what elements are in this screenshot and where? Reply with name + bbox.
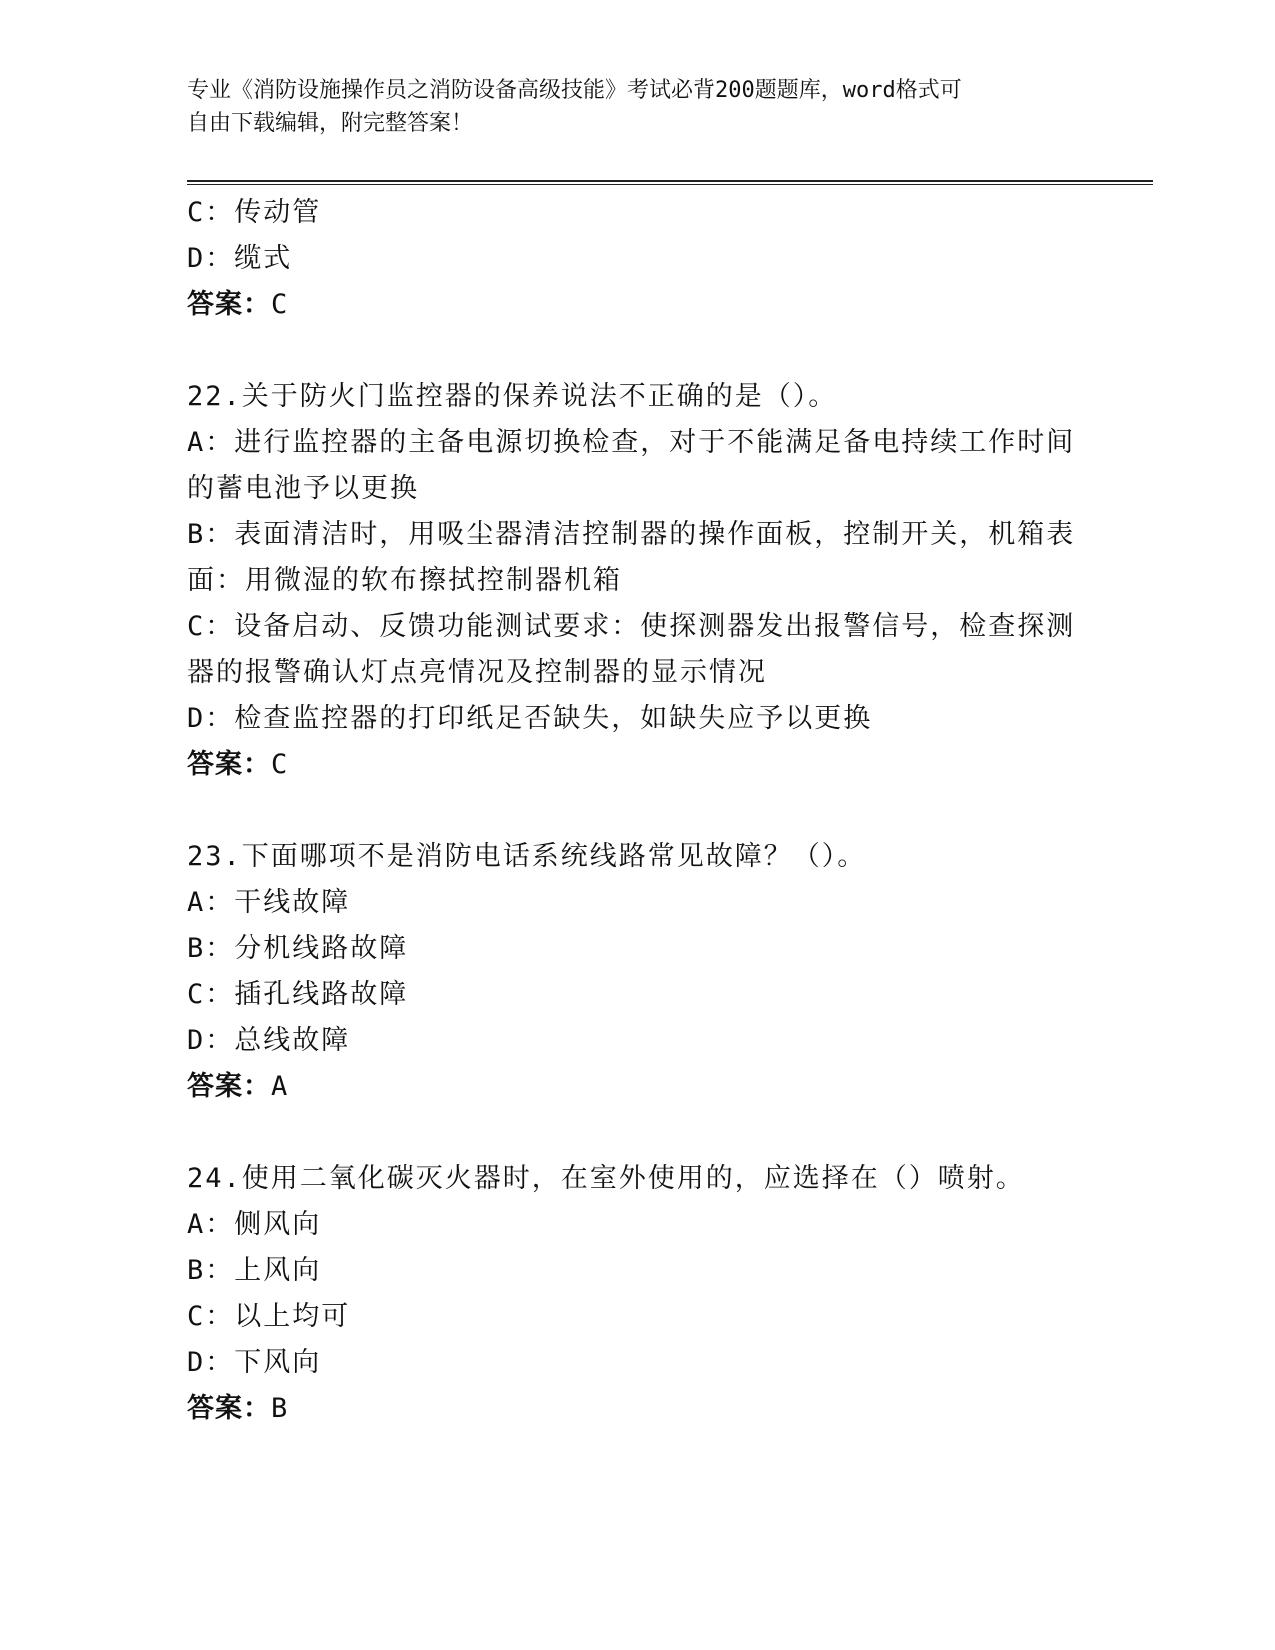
answer-value: C (271, 289, 289, 320)
option-b: B：分机线路故障 (187, 933, 409, 964)
answer-line (187, 742, 1087, 788)
answer-value: B (271, 1393, 289, 1424)
answer-label: 答案： (187, 289, 271, 320)
answer-line (187, 1386, 1087, 1432)
option-d: D：总线故障 (187, 1025, 351, 1056)
answer-line (187, 1064, 1087, 1110)
answer-value: C (271, 749, 289, 780)
question-22 (187, 374, 1087, 788)
option-c-line-1: C：设备启动、反馈功能测试要求：使探测器发出报警信号，检查探测 (187, 611, 1076, 642)
option-d-line-1: D：检查监控器的打印纸足否缺失，如缺失应予以更换 (187, 703, 873, 734)
option-d: D：下风向 (187, 1347, 322, 1378)
header-title-line-2: 自由下载编辑，附完整答案！ (187, 111, 474, 136)
answer-value: A (271, 1071, 289, 1102)
question-24 (187, 1156, 1087, 1432)
question-21-continuation (187, 190, 1087, 328)
header-title-line-1: 专业《消防设施操作员之消防设备高级技能》考试必背200题题库，word格式可 (187, 78, 962, 103)
option-a: A：侧风向 (187, 1209, 322, 1240)
option-c: C：以上均可 (187, 1301, 351, 1332)
option-b: B：上风向 (187, 1255, 322, 1286)
option-c-line-2: 器的报警确认灯点亮情况及控制器的显示情况 (187, 657, 767, 688)
spacer (187, 1110, 1087, 1156)
option-a: A：干线故障 (187, 887, 351, 918)
spacer (187, 788, 1087, 834)
answer-label: 答案： (187, 749, 271, 780)
document-header (187, 74, 1087, 140)
option-b-line-1: B：表面清洁时，用吸尘器清洁控制器的操作面板，控制开关，机箱表 (187, 519, 1076, 550)
option-d: D：缆式 (187, 243, 293, 274)
question-list (187, 190, 1087, 1432)
header-divider (187, 180, 1153, 185)
question-stem: 23.下面哪项不是消防电话系统线路常见故障？（）。 (187, 841, 867, 872)
option-a-line-2: 的蓄电池予以更换 (187, 473, 419, 504)
spacer (187, 328, 1087, 374)
question-stem: 24.使用二氧化碳灭火器时，在室外使用的，应选择在（）喷射。 (187, 1163, 1025, 1194)
option-b-line-2: 面：用微湿的软布擦拭控制器机箱 (187, 565, 622, 596)
answer-line (187, 282, 1087, 328)
question-23 (187, 834, 1087, 1110)
question-stem: 22.关于防火门监控器的保养说法不正确的是（）。 (187, 381, 838, 412)
answer-label: 答案： (187, 1071, 271, 1102)
option-c: C：插孔线路故障 (187, 979, 409, 1010)
option-c: C：传动管 (187, 197, 322, 228)
option-a-line-1: A：进行监控器的主备电源切换检查，对于不能满足备电持续工作时间 (187, 427, 1076, 458)
answer-label: 答案： (187, 1393, 271, 1424)
